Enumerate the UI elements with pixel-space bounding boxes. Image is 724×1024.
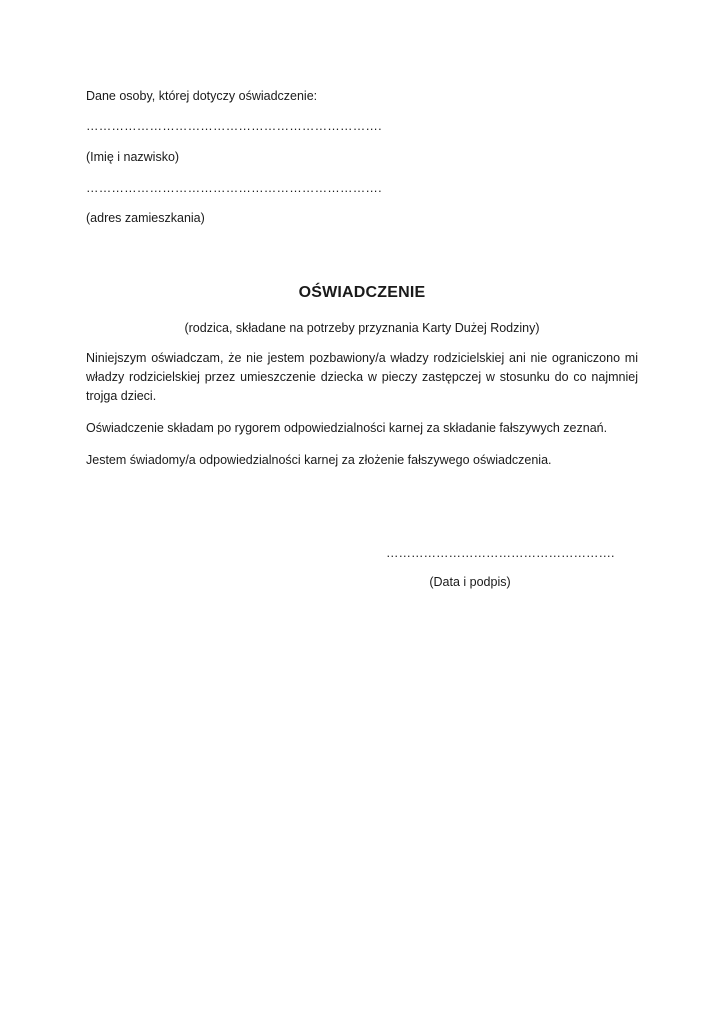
awareness-paragraph: Jestem świadomy/a odpowiedzialności karnej za złożenie fałszywego oświadczenia. (86, 453, 552, 467)
address-label: (adres zamieszkania) (86, 211, 205, 225)
signature-label: (Data i podpis) (429, 575, 511, 589)
name-fill-line: ……………………………………………………………. (86, 119, 382, 133)
document-title: OŚWIADCZENIE (298, 284, 426, 301)
person-data-intro: Dane osoby, której dotyczy oświadczenie: (86, 89, 318, 103)
name-label: (Imię i nazwisko) (86, 150, 180, 164)
document-subtitle: (rodzica, składane na potrzeby przyznania Karty Dużej Rodziny) (184, 321, 540, 335)
signature-fill-line: ………………………………………………. (386, 546, 615, 560)
declaration-paragraph: Niniejszym oświadczam, że nie jestem pozbawiony/a władzy rodzicielskiej ani nie ograniczono mi władzy rodzicielskiej przez umieszczenie dziecka w pieczy zastępczej w stosunku do co najmniej trojga dzieci. (86, 351, 638, 403)
penalty-paragraph: Oświadczenie składam po rygorem odpowiedzialności karnej za składanie fałszywych zeznań. (86, 421, 608, 435)
address-fill-line: ……………………………………………………………. (86, 181, 382, 195)
